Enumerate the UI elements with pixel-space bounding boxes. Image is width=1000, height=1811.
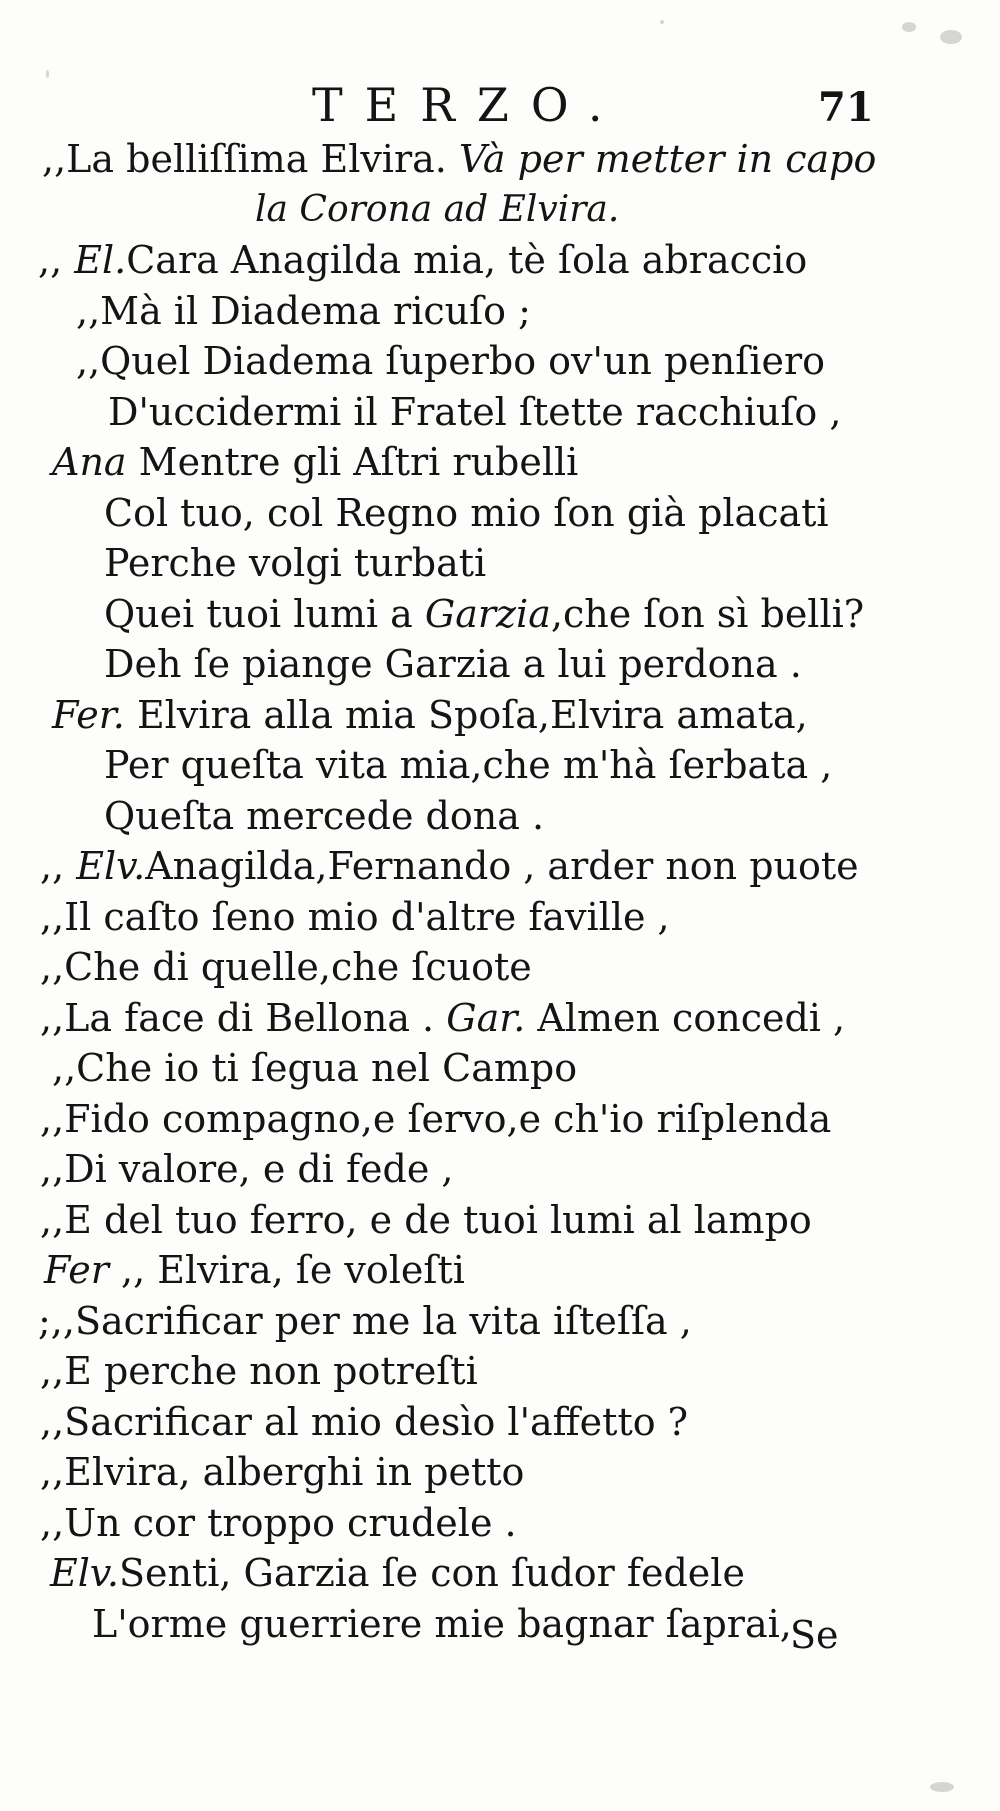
verse-line (0, 1548, 1000, 1599)
scan-speck (940, 30, 962, 44)
verse-text-segment: D'uccidermi il Fratel ſtette racchiuſo , (108, 389, 842, 434)
verse-text (0, 134, 1000, 1649)
italic-text: la Corona ad Elvira. (255, 188, 620, 230)
page-number: 71 (818, 84, 874, 131)
verse-line (0, 1447, 1000, 1498)
verse-line (0, 1245, 1000, 1296)
catchword: Se (790, 1613, 839, 1657)
verse-line (0, 942, 1000, 993)
italic-text: Ana (52, 440, 127, 484)
verse-text-segment: Anagilda,Fernando , arder non puote (145, 844, 859, 888)
verse-text-segment: L'orme guerriere mie bagnar ſaprai, (92, 1601, 792, 1646)
scan-speck (46, 70, 49, 78)
verse-line (0, 1498, 1000, 1549)
verse-line (0, 892, 1000, 943)
italic-text: Elv. (76, 844, 146, 888)
verse-line (0, 235, 1000, 286)
italic-text: Fer (44, 1248, 109, 1292)
verse-text-segment: ,,Il caſto ſeno mio d'altre faville , (40, 894, 670, 939)
verse-text-segment: ;,,Sacrificar per me la vita iſteſſa , (38, 1298, 692, 1343)
italic-text: Fer. (52, 692, 125, 737)
page-header (0, 78, 1000, 138)
verse-line (0, 1094, 1000, 1145)
verse-text-segment: Queſta mercede dona . (104, 793, 545, 838)
verse-text-segment: ,,E perche non potreſti (40, 1349, 478, 1393)
verse-text-segment: Mentre gli Aſtri rubelli (126, 440, 579, 484)
running-title: TERZO. (312, 78, 625, 132)
verse-text-segment: ,,La face di Bellona . (40, 995, 447, 1040)
verse-text-segment: ,,Di valore, e di fede , (40, 1147, 454, 1191)
verse-line (0, 1043, 1000, 1094)
verse-text-segment: ,, (40, 844, 77, 888)
verse-line (0, 1296, 1000, 1347)
verse-line (0, 791, 1000, 842)
verse-text-segment: ,,Quel Diadema ſuperbo ov'un penſiero (76, 339, 826, 383)
verse-line (0, 690, 1000, 741)
italic-text: Garzia (424, 591, 551, 636)
verse-line (0, 639, 1000, 690)
scan-speck (902, 22, 916, 32)
verse-text-segment: Elvira alla mia Spoſa,Elvira amata, (124, 692, 808, 737)
verse-text-segment: Almen concedi , (525, 995, 846, 1040)
verse-text-segment: ,,La belliſſima Elvira. (42, 137, 459, 181)
verse-text-segment: Cara Anagilda mia, tè ſola abraccio (126, 238, 808, 282)
verse-line (0, 387, 1000, 438)
verse-text-segment: ,,Fido compagno,e ſervo,e ch'io riſplenda (40, 1096, 832, 1141)
verse-line (0, 437, 1000, 488)
verse-line (0, 286, 1000, 337)
verse-line (0, 538, 1000, 589)
verse-line (0, 1144, 1000, 1195)
verse-line (0, 1195, 1000, 1246)
verse-line (0, 740, 1000, 791)
verse-line (0, 993, 1000, 1044)
scan-speck (930, 1782, 954, 1792)
verse-line (0, 336, 1000, 387)
verse-text-segment: ,,Elvira, alberghi in petto (40, 1450, 525, 1494)
scan-speck (660, 20, 664, 24)
italic-text: Gar. (446, 995, 526, 1040)
verse-text-segment: ,,Sacrificar al mio desìo l'affetto ? (40, 1399, 689, 1444)
verse-line (0, 1346, 1000, 1397)
verse-line (0, 1599, 1000, 1650)
verse-line (0, 134, 1000, 185)
verse-line (0, 589, 1000, 640)
verse-text-segment: Per queſta vita mia,che m'hà ſerbata , (104, 743, 833, 787)
italic-text: Elv. (50, 1551, 119, 1595)
verse-line (0, 841, 1000, 892)
verse-text-segment: Senti, Garzia ſe con ſudor fedele (118, 1551, 745, 1595)
verse-text-segment: ,, (38, 238, 75, 282)
verse-text-segment: ,,E del tuo ferro, e de tuoi lumi al lampo (40, 1197, 812, 1242)
verse-text-segment: ,,Un cor troppo crudele . (40, 1500, 517, 1545)
verse-text-segment: ,che ſon sì belli? (550, 591, 865, 636)
italic-text: Và per metter in capo (458, 137, 877, 181)
verse-text-segment: ,, Elvira, ſe voleſti (108, 1248, 465, 1292)
verse-text-segment: Col tuo, col Regno mio ſon già placati (104, 490, 829, 535)
verse-line (0, 488, 1000, 539)
verse-text-segment: ,,Che di quelle,che ſcuote (40, 945, 532, 989)
verse-text-segment: Quei tuoi lumi a (104, 591, 425, 636)
italic-text: El. (74, 238, 127, 282)
verse-line (0, 1397, 1000, 1448)
verse-line (0, 185, 1000, 236)
verse-text-segment: Deh ſe piange Garzia a lui perdona . (104, 642, 802, 686)
verse-text-segment: Perche volgi turbati (104, 541, 487, 585)
verse-text-segment: ,,Mà il Diadema ricuſo ; (76, 288, 531, 333)
verse-text-segment: ,,Che io ti ſegua nel Campo (52, 1046, 578, 1090)
